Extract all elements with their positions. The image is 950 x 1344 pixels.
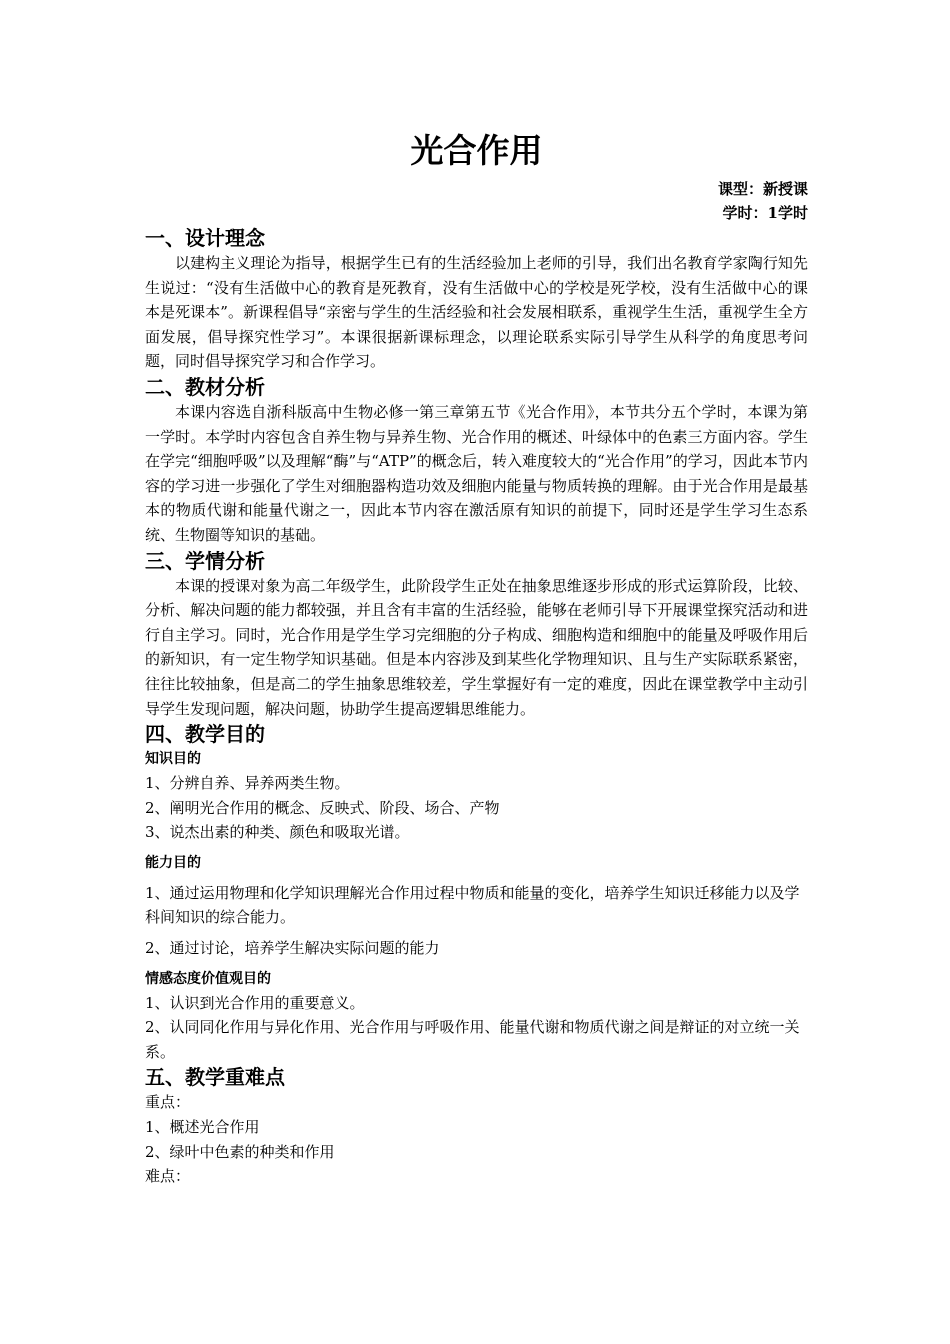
- list-item: 2、绿叶中色素的种类和作用: [145, 1142, 335, 1161]
- list-item: 1、认识到光合作用的重要意义。: [145, 993, 365, 1012]
- course-hours: 学时：1学时: [722, 204, 808, 222]
- section-text-design: 以建构主义理论为指导，根据学生已有的生活经验加上老师的引导，我们出名教育学家陶行知先生说过：“没有生活做中心的教育是死教育，没有生活做中心的学校是死学校，没有生活做中心的课本是死课本”。新课程倡导“亲密与学生的生活经验和社会发展相联系，重视学生生活，重视学生全方面发展，倡导探究性学习”。本课很据新课标理念，以理论联系实际引导学生从科学的角度思考问题，同时倡导探究学习和合作学习。: [145, 254, 808, 371]
- list-item: 3、说杰出素的种类、颜色和吸取光谱。: [145, 823, 410, 842]
- document-body: [145, 125, 808, 1189]
- list-item: 1、概述光合作用: [145, 1118, 260, 1137]
- section-heading-design: 一、设计理念: [145, 226, 265, 250]
- page-title: 光合作用: [410, 131, 543, 170]
- difficulty-label: 难点：: [145, 1167, 191, 1186]
- section-text-textbook: 本课内容选自浙科版高中生物必修一第三章第五节《光合作用》，本节共分五个学时，本课为第一学时。本学时内容包含自养生物与异养生物、光合作用的概述、叶绿体中的色素三方面内容。学生在学完“细胞呼吸”以及理解“酶”与“ATP”的概念后，转入难度较大的“光合作用”的学习，因此本节内容的学习进一步强化了学生对细胞器构造功效及细胞内能量与物质转换的理解。由于光合作用是最基本的物质代谢和能量代谢之一，因此本节内容在激活原有知识的前提下，同时还是学生学习生态系统、生物圈等知识的基础。: [145, 402, 808, 544]
- list-item: 2、认同同化作用与异化作用、光合作用与呼吸作用、能量代谢和物质代谢之间是辩证的对立统一关系。: [145, 1018, 800, 1061]
- section-heading-goals: 四、教学目的: [145, 722, 265, 747]
- list-item: 1、分辨自养、异养两类生物。: [145, 774, 350, 793]
- course-type: 课型：新授课: [717, 180, 808, 198]
- section-heading-students: 三、学情分析: [145, 548, 265, 573]
- knowledge-goals-label: 知识目的: [145, 751, 201, 768]
- section-heading-key-points: 五、教学重难点: [145, 1065, 285, 1090]
- list-item: 1、通过运用物理和化学知识理解光合作用过程中物质和能量的变化，培养学生知识迁移能力以及学科间知识的综合能力。: [145, 883, 800, 927]
- section-text-students: 本课的授课对象为高二年级学生，此阶段学生正处在抽象思维逐步形成的形式运算阶段，比较、分析、解决问题的能力都较强，并且含有丰富的生活经验，能够在老师引导下开展课堂探究活动和进行自主学习。同时，光合作用是学生学习完细胞的分子构成、细胞构造和细胞中的能量及呼吸作用后的新知识，有一定生物学知识基础。但是本内容涉及到某些化学物理知识、且与生产实际联系紧密，往往比较抽象，但是高二的学生抽象思维较差，学生掌握好有一定的难度，因此在课堂教学中主动引导学生发现问题，解决问题，协助学生提高逻辑思维能力。: [145, 576, 808, 718]
- focus-label: 重点：: [145, 1093, 191, 1112]
- emotion-goals-label: 情感态度价值观目的: [145, 970, 271, 987]
- list-item: 2、通过讨论，培养学生解决实际问题的能力: [145, 939, 440, 958]
- section-heading-textbook: 二、教材分析: [145, 374, 265, 399]
- ability-goals-label: 能力目的: [145, 854, 201, 871]
- list-item: 2、阐明光合作用的概念、反映式、阶段、场合、产物: [145, 798, 500, 817]
